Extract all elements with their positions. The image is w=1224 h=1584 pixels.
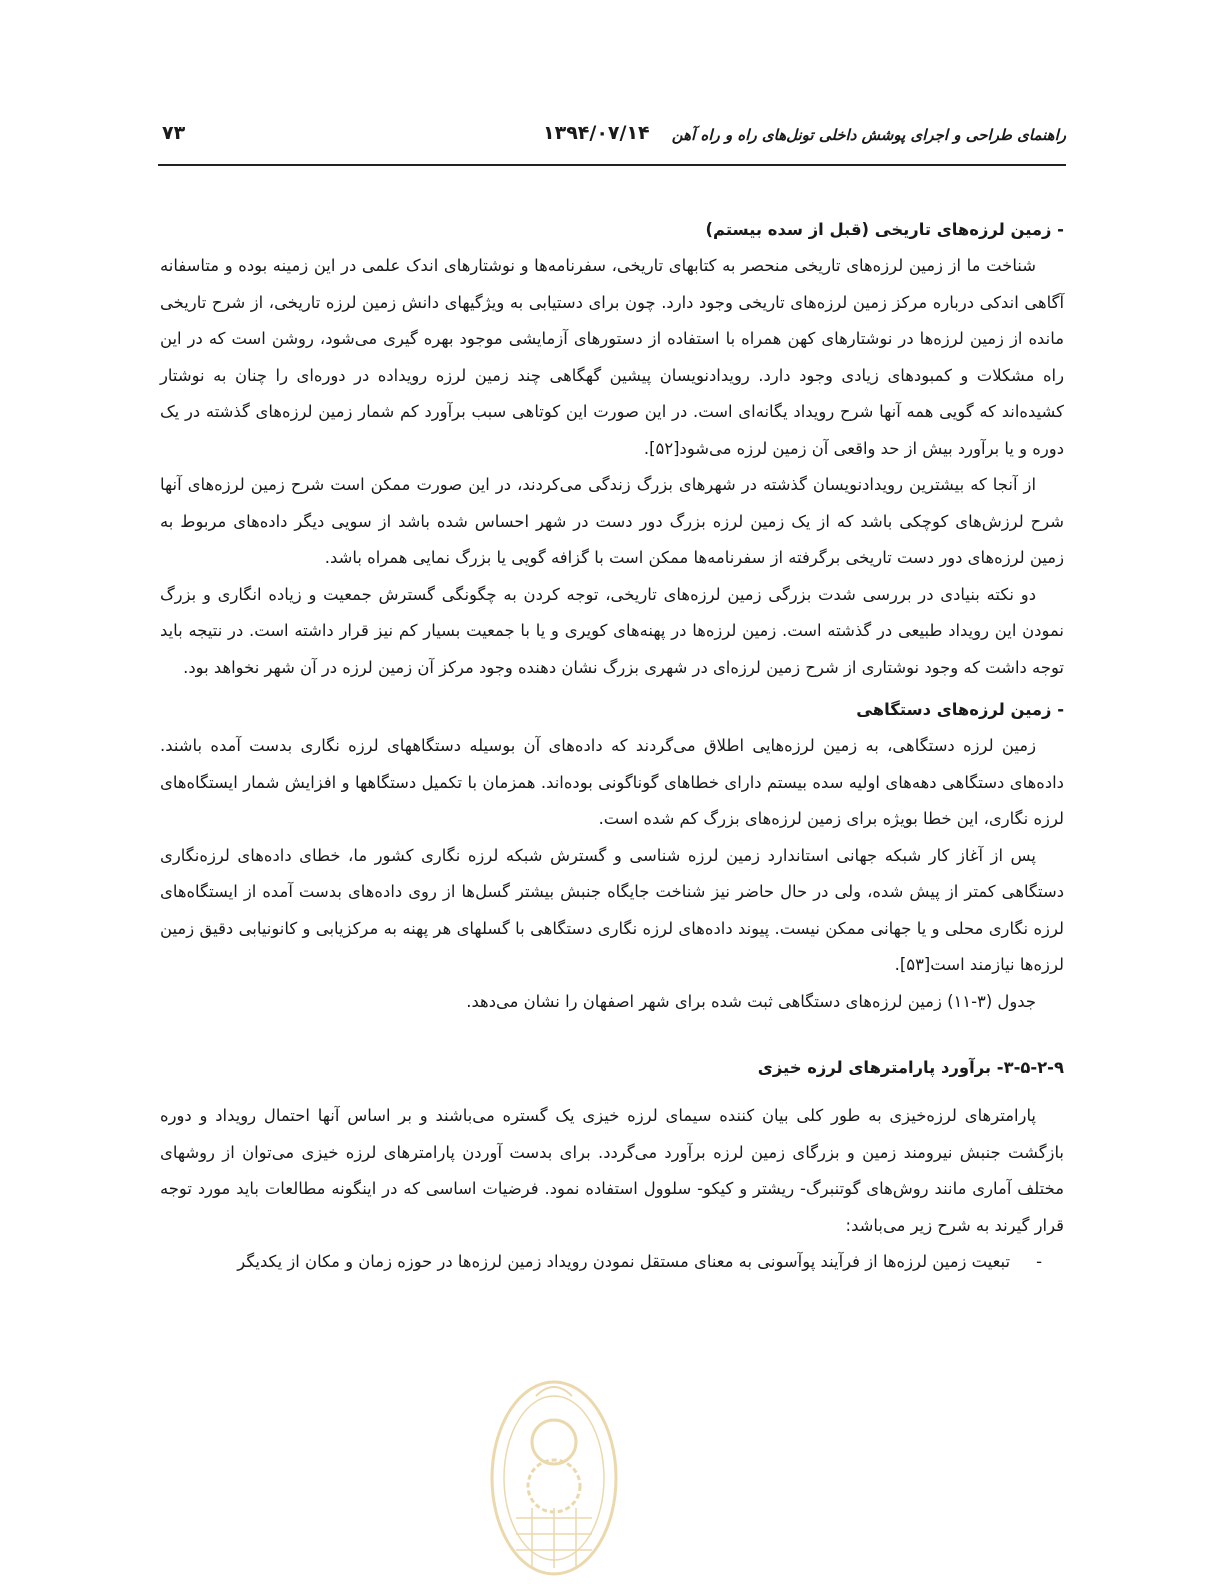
header-divider xyxy=(158,164,1066,166)
paragraph: پس از آغاز کار شبکه جهانی استاندارد زمین لرزه شناسی و گسترش شبکه لرزه نگاری کشور ما، خطای داده‌های لرزه‌نگاری دستگاهی کمتر از پیش شده، ولی در حال حاضر نیز شناخت جایگاه جنبش بیشتر گسل‌ها از روی داده‌های بدست آمده از ایستگاه‌های لرزه نگاری محلی و یا جهانی ممکن نیست. پیوند داده‌های لرزه نگاری دستگاهی با گسلهای هر پهنه به مرکزیابی و کانونیابی دقیق زمین لرزه‌ها نیازمند است[۵۳]. xyxy=(160,845,1064,974)
paragraph: شناخت ما از زمین لرزه‌های تاریخی منحصر به کتابهای تاریخی، سفرنامه‌ها و نوشتارهای اندک علمی در این زمینه بوده و متاسفانه آگاهی اندکی درباره مرکز زمین لرزه‌های تاریخی وجود دارد. چون برای دستیابی به ویژگیهای دانش زمین لرزه تاریخی، از شرح تاریخی مانده از زمین لرزه‌ها در نوشتارهای کهن همراه با استفاده از دستورهای آزمایشی موجود بهره گیری می‌شود، روشن است که در این راه مشکلات و کمبودهای زیادی وجود دارد. رویدادنویسان پیشین گهگاهی چند زمین لرزه رویداده در دوره‌ای را چنان به نوشتار کشیده‌اند که گویی همه آنها شرح رویداد یگانه‌ای است. در این صورت این کوتاهی سبب برآورد کم شمار زمین لرزه‌های گذشته در یک دوره و یا برآورد بیش از حد واقعی آن زمین لرزه می‌شود[۵۲]. xyxy=(160,256,1064,458)
section-heading-historical: - زمین لرزه‌های تاریخی (قبل از سده بیستم) xyxy=(705,220,1064,239)
header-date: ۱۳۹۴/۰۷/۱۴ xyxy=(543,122,650,144)
page-header xyxy=(158,118,1066,152)
paragraph: زمین لرزه دستگاهی، به زمین لرزه‌هایی اطلاق می‌گردند که داده‌های آن بوسیله دستگاههای لرزه نگاری بدست آمده باشند. داده‌های دستگاهی دهه‌های اولیه سده بیستم دارای خطاهای گوناگونی بوده‌اند. همزمان با تکمیل دستگاهها و افزایش شمار ایستگاه‌های لرزه نگاری، این خطا بویژه برای زمین لرزه‌های بزرگ کم شده است. xyxy=(160,736,1064,828)
watermark-seal-logo xyxy=(484,1368,624,1584)
paragraph: از آنجا که بیشترین رویدادنویسان گذشته در شهرهای بزرگ زندگی می‌کردند، در این صورت ممکن است شرح زمین لرزه‌های آنها شرح لرزش‌های کوچکی باشد که از یک زمین لرزه بزرگ دور دست در شهر احساس شده باشد از سویی دیگر داده‌های مربوط به زمین لرزه‌های دور دست تاریخی برگرفته از سفرنامه‌ها ممکن است با گزافه گویی یا بزرگ نمایی همراه باشد. xyxy=(160,475,1064,567)
bullet-marker: - xyxy=(1036,1252,1042,1271)
paragraph: دو نکته بنیادی در بررسی شدت بزرگی زمین لرزه‌های تاریخی، توجه کردن به چگونگی گسترش جمعیت و زیاده انگاری و بزرگ نمودن این رویداد طبیعی در گذشته است. زمین لرزه‌ها در پهنه‌های کویری و یا با جمعیت بسیار کم نیز قرار داشته است. در نتیجه باید توجه داشت که وجود نوشتاری از شرح زمین لرزه‌ای در شهری بزرگ نشان دهنده وجود مرکز آن زمین لرزه در آن شهر نخواهد بود. xyxy=(160,584,1064,677)
running-title: راهنمای طراحی و اجرای پوشش داخلی تونل‌های راه و راه آهن xyxy=(671,126,1066,144)
paragraph: جدول (۳-۱۱) زمین لرزه‌های دستگاهی ثبت شده برای شهر اصفهان را نشان می‌دهد. xyxy=(466,991,1036,1011)
section-heading-estimation: ۳-۵-۲-۹- برآورد پارامترهای لرزه خیزی xyxy=(757,1058,1064,1077)
list-item-text: تبعیت زمین لرزه‌ها از فرآیند پوآسونی به معنای مستقل نمودن رویداد زمین لرزه‌ها در حوزه زمان و مکان از یکدیگر xyxy=(237,1252,1011,1271)
list-item xyxy=(160,1244,1064,1281)
page-number: ۷۳ xyxy=(162,122,186,144)
paragraph: پارامترهای لرزه‌خیزی به طور کلی بیان کننده سیمای لرزه خیزی یک گستره می‌باشند و بر اساس آنها احتمال رویداد و دوره بازگشت جنبش نیرومند زمین و بزرگای زمین لرزه برآورد می‌گردد. برای بدست آوردن پارامترهای لرزه خیزی می‌توان از روشهای مختلف آماری مانند روش‌های گوتنبرگ- ریشتر و کیکو- سلوول استفاده نمود. فرضیات اساسی که در اینگونه مطالعات باید مورد توجه قرار گیرند به شرح زیر می‌باشد: xyxy=(160,1106,1064,1235)
document-body xyxy=(160,212,1064,1281)
section-heading-instrumental: - زمین لرزه‌های دستگاهی xyxy=(856,700,1064,719)
